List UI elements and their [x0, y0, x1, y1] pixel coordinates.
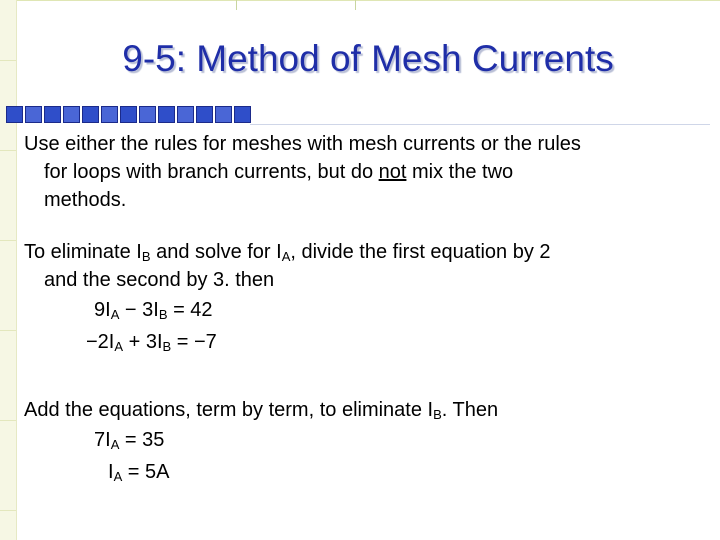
subscript: A [114, 339, 124, 354]
text-line: Use either the rules for meshes with mesh currents or the rules [24, 133, 581, 155]
text-line [24, 158, 704, 186]
decor-square [82, 106, 99, 123]
eq-term: = 42 [167, 299, 213, 321]
paragraph-add [24, 396, 704, 424]
decor-square [6, 106, 23, 123]
subscript: A [281, 249, 291, 264]
text-run: Add the equations, term by term, to eliminate I [24, 399, 434, 421]
eq-term: − 3I [119, 299, 159, 321]
decor-square [101, 106, 118, 123]
strip-tick [0, 150, 16, 151]
underlined-word: not [378, 161, 407, 183]
strip-tick [0, 240, 16, 241]
text-line [24, 241, 551, 263]
strip-tick [0, 330, 16, 331]
title-underline [250, 124, 710, 125]
decor-square [44, 106, 61, 123]
equation-3 [24, 424, 704, 456]
decor-square [158, 106, 175, 123]
eq-term: −2I [86, 331, 115, 353]
title-square-bar [6, 106, 253, 126]
eq-term: 7I [94, 429, 111, 451]
decor-square [63, 106, 80, 123]
equation-4 [24, 456, 704, 488]
equation-2 [24, 326, 704, 358]
strip-tick [0, 60, 16, 61]
text-line: and the second by 3. then [44, 269, 275, 291]
subscript: B [433, 407, 442, 422]
text-run: mix the two [406, 161, 514, 183]
eq-term: = 5A [122, 461, 170, 483]
slide-body [24, 130, 704, 488]
decor-square [196, 106, 213, 123]
eq-term: = −7 [171, 331, 217, 353]
equation-1 [24, 294, 704, 326]
top-decor-tick [236, 0, 237, 10]
subscript: B [158, 307, 168, 322]
subscript: B [162, 339, 172, 354]
strip-tick [0, 510, 16, 511]
paragraph-eliminate [24, 238, 704, 294]
eq-term: + 3I [123, 331, 163, 353]
subscript: B [141, 249, 151, 264]
text-run: . Then [441, 399, 499, 421]
left-decor-strip [0, 0, 17, 540]
text-line: methods. [44, 189, 127, 211]
eq-term: = 35 [119, 429, 165, 451]
text-run: and solve for I [150, 241, 282, 263]
decor-square [120, 106, 137, 123]
decor-square [234, 106, 251, 123]
slide-title: 9-5: Method of Mesh Currents [122, 38, 614, 79]
decor-square [215, 106, 232, 123]
subscript: A [110, 437, 120, 452]
subscript: A [113, 469, 123, 484]
text-run: To eliminate I [24, 241, 142, 263]
decor-square [139, 106, 156, 123]
text-line [24, 399, 498, 421]
text-run: for loops with branch currents, but do [44, 161, 379, 183]
eq-term: 9I [94, 299, 111, 321]
decor-square [177, 106, 194, 123]
decor-square [25, 106, 42, 123]
subscript: A [110, 307, 120, 322]
strip-tick [0, 420, 16, 421]
top-decor-tick [355, 0, 356, 10]
eq-term: I [108, 461, 114, 483]
paragraph-rules [24, 130, 704, 214]
top-decor-line [0, 0, 720, 1]
text-run: , divide the first equation by 2 [290, 241, 551, 263]
